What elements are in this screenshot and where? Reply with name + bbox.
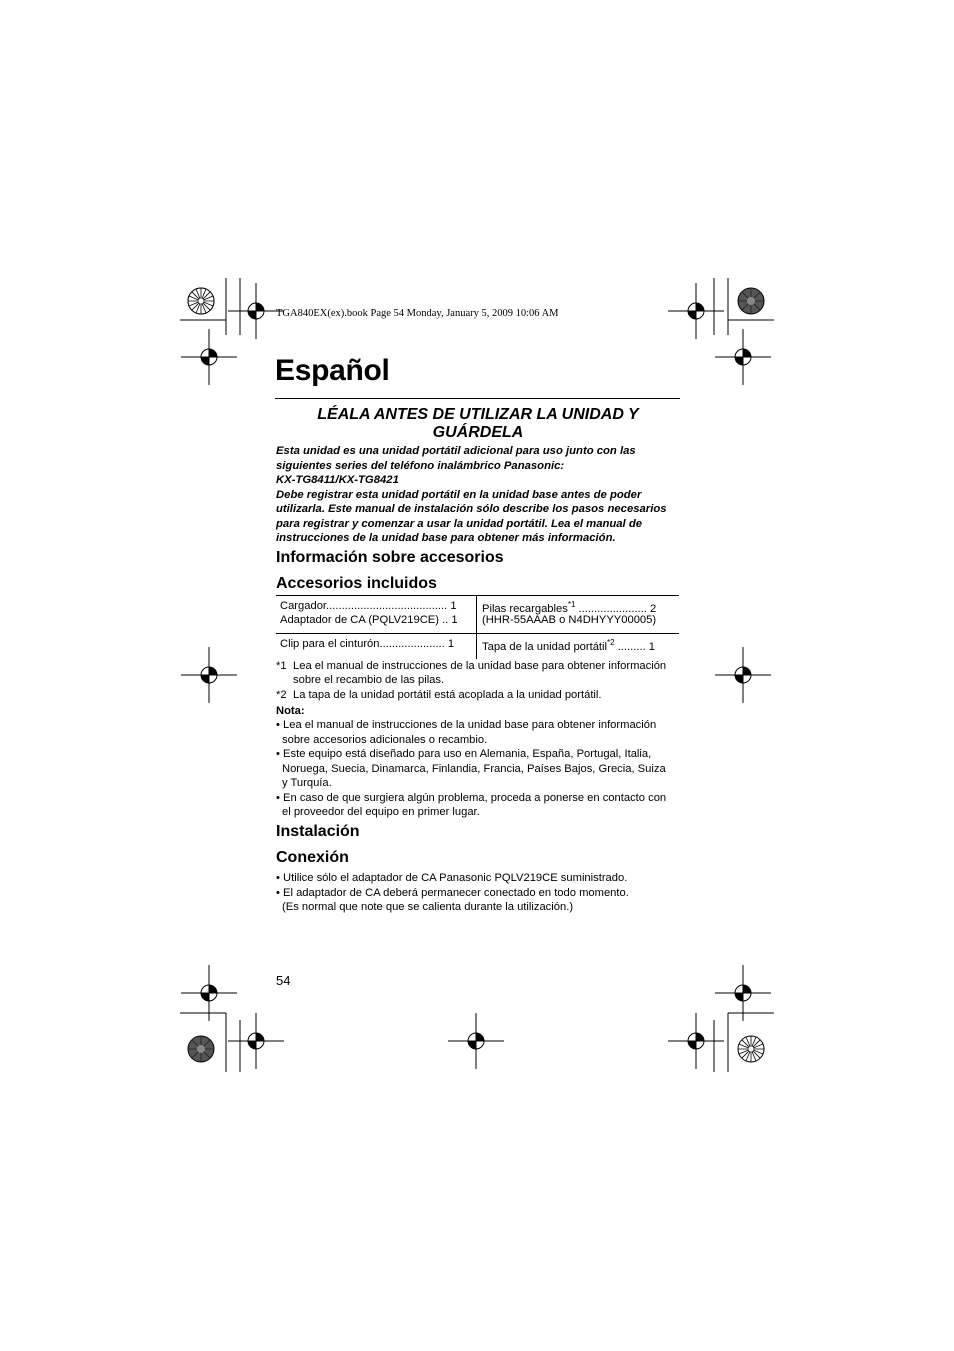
table-cell: Cargador....................................... 1	[280, 600, 457, 612]
table-cell-text: ...................... 2	[575, 603, 657, 615]
nota-line: • En caso de que surgiera algún problema, proceda a ponerse en contacto con	[276, 791, 667, 804]
table-cell	[482, 600, 656, 615]
subsection-heading-included: Accesorios incluidos	[276, 575, 437, 592]
table-top-rule	[276, 595, 679, 596]
table-cell-text: Pilas recargables	[482, 603, 568, 615]
table-cell: Adaptador de CA (PQLV219CE) .. 1	[280, 614, 458, 626]
nota-line: el proveedor del equipo en primer lugar.	[282, 806, 480, 818]
nota-line: • Este equipo está diseñado para uso en Alemania, España, Portugal, Italia,	[276, 748, 652, 760]
table-cell: (HHR-55AAAB o N4DHYYY00005)	[482, 614, 657, 626]
table-column-divider	[476, 595, 477, 659]
footnote-ref: *1	[567, 600, 576, 609]
intro-line: Esta unidad es una unidad portátil adicional para uso junto con las	[276, 445, 636, 457]
footnote-1	[276, 659, 667, 673]
section-heading-installation: Instalación	[276, 823, 360, 840]
table-cell	[482, 638, 655, 653]
connection-line: (Es normal que note que se calienta durante la utilización.)	[282, 901, 574, 913]
footnote-text: La tapa de la unidad portátil está acoplada a la unidad portátil.	[293, 689, 602, 701]
nota-line: sobre accesorios adicionales o recambio.	[282, 733, 488, 746]
footnote-text: Lea el manual de instrucciones de la unidad base para obtener información	[293, 660, 667, 672]
book-header-line: TGA840EX(ex).book Page 54 Monday, January 5, 2009 10:06 AM	[276, 308, 559, 319]
intro-line: para registrar y comenzar a usar la unidad portátil. Lea el manual de	[276, 517, 643, 530]
footnote-ref: *2	[607, 638, 615, 647]
page-number: 54	[276, 973, 291, 988]
subsection-heading-connection: Conexión	[276, 849, 349, 866]
intro-line: Debe registrar esta unidad portátil en la unidad base antes de poder	[276, 488, 642, 501]
nota-line: y Turquía.	[282, 777, 332, 789]
table-cell-text: Tapa de la unidad portátil	[482, 641, 608, 653]
nota-list	[276, 718, 686, 820]
intro-line: utilizarla. Este manual de instalación sólo describe los pasos necesarios	[276, 503, 667, 515]
connection-line: • El adaptador de CA deberá permanecer conectado en todo momento.	[276, 886, 629, 899]
section-heading-accessories: Información sobre accesorios	[276, 549, 504, 566]
intro-line: instrucciones de la unidad base para obtener más información.	[276, 532, 616, 544]
connection-line: • Utilice sólo el adaptador de CA Panasonic PQLV219CE suministrado.	[276, 872, 628, 884]
table-cell: Clip para el cinturón..................... 1	[280, 638, 455, 650]
footnote-mark: *1	[276, 660, 287, 672]
footnote-2	[276, 688, 602, 702]
page-title: Español	[275, 354, 390, 387]
connection-list	[276, 871, 686, 915]
title-rule	[275, 398, 680, 399]
table-cell-text: ......... 1	[614, 641, 656, 653]
footnote-mark: *2	[276, 689, 287, 701]
table-row-rule	[276, 633, 679, 634]
read-before-use-heading	[276, 406, 680, 442]
warning-line-1: LÉALA ANTES DE UTILIZAR LA UNIDAD Y	[317, 406, 639, 423]
intro-line: KX-TG8411/KX-TG8421	[276, 474, 399, 486]
intro-line: siguientes series del teléfono inalámbrico Panasonic:	[276, 459, 565, 472]
nota-label: Nota:	[276, 705, 305, 717]
footnote-1-cont: sobre el recambio de las pilas.	[293, 674, 445, 686]
nota-line: Noruega, Suecia, Dinamarca, Finlandia, Francia, Países Bajos, Grecia, Suiza	[282, 762, 666, 775]
intro-paragraph	[276, 444, 686, 546]
nota-line: • Lea el manual de instrucciones de la unidad base para obtener información	[276, 719, 657, 731]
warning-line-2: GUÁRDELA	[432, 424, 524, 441]
